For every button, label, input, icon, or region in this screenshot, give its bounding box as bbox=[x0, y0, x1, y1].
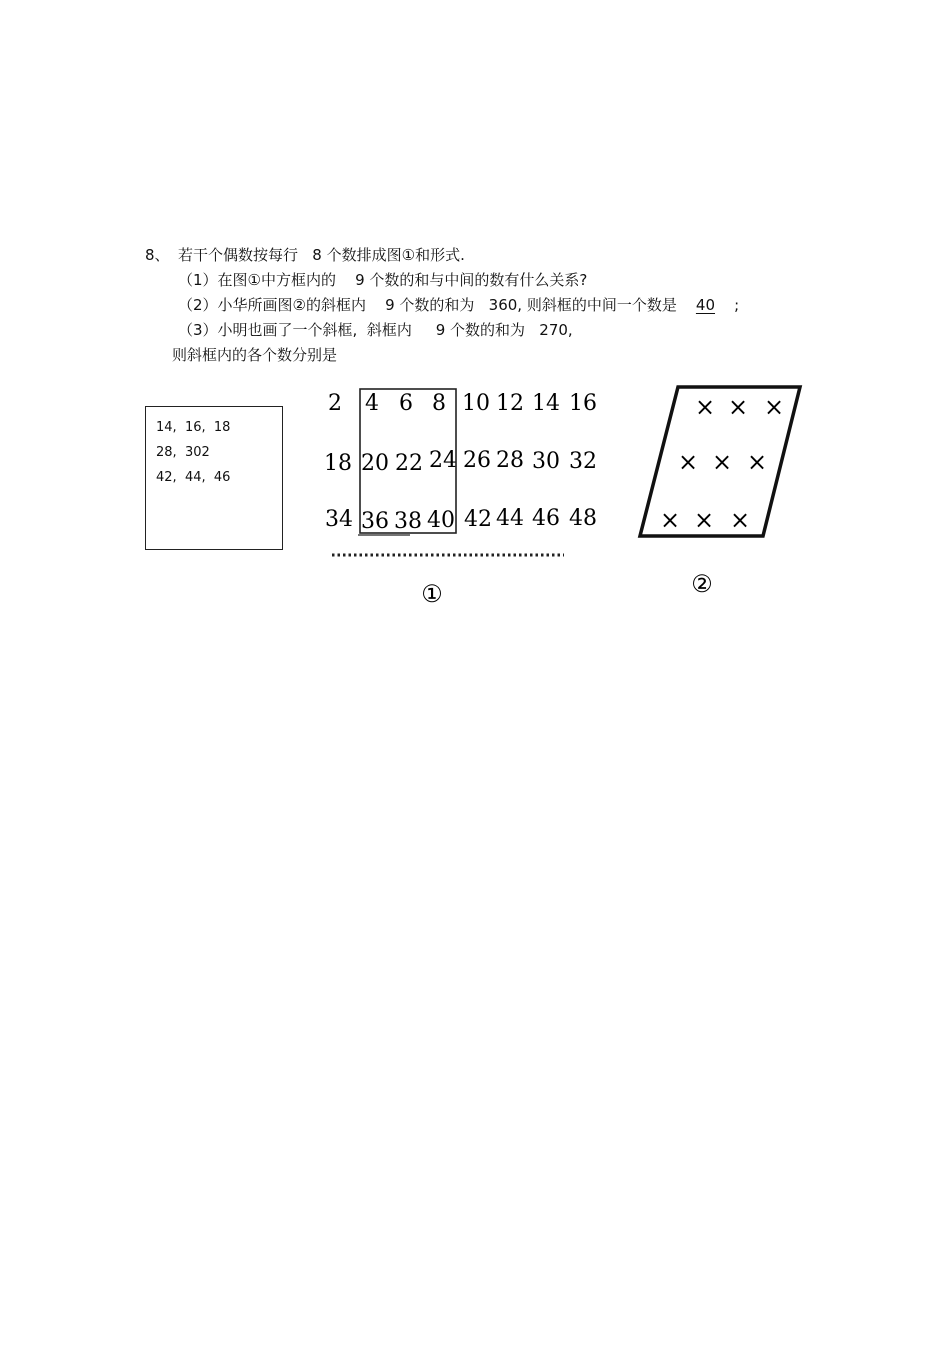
answer-box bbox=[145, 406, 283, 550]
problem-intro: 若干个偶数按每行 8 个数排成图①和形式. bbox=[178, 246, 465, 264]
figure1-number: 18 bbox=[324, 451, 352, 476]
figure1-number: 10 bbox=[462, 391, 490, 416]
figure2-mark: × bbox=[729, 506, 751, 534]
question-3: （3）小明也画了一个斜框, 斜框内 9 个数的和为 270, bbox=[178, 321, 573, 339]
figure1-number: 40 bbox=[427, 508, 455, 533]
question-2-end: ; bbox=[715, 296, 740, 314]
problem-number: 8、 bbox=[145, 246, 170, 264]
figure1-number: 44 bbox=[496, 506, 524, 531]
figure1-number: 38 bbox=[394, 509, 422, 534]
figure2-mark: × bbox=[711, 448, 733, 476]
figure1-label: ① bbox=[421, 580, 443, 608]
figure1-number: 4 bbox=[365, 391, 379, 416]
figure1-number: 6 bbox=[399, 391, 413, 416]
figure1-number: 20 bbox=[361, 451, 389, 476]
figure2-mark: × bbox=[746, 448, 768, 476]
figure1-number: 36 bbox=[361, 509, 389, 534]
figure1-number: 30 bbox=[532, 449, 560, 474]
figure1-number: 12 bbox=[496, 391, 524, 416]
question-1: （1）在图①中方框内的 9 个数的和与中间的数有什么关系? bbox=[178, 271, 588, 289]
figure1-number: 16 bbox=[569, 391, 597, 416]
figure2-mark: × bbox=[693, 506, 715, 534]
figure1-number: 34 bbox=[325, 507, 353, 532]
question-2-answer: 40 bbox=[695, 296, 716, 314]
answer-row-3: 42, 44, 46 bbox=[156, 470, 231, 485]
figure-2 bbox=[630, 375, 810, 605]
figure2-mark: × bbox=[763, 393, 785, 421]
figure1-number: 28 bbox=[496, 448, 524, 473]
figure1-number: 48 bbox=[569, 506, 597, 531]
figure1-number: 2 bbox=[328, 391, 342, 416]
figure2-label: ② bbox=[691, 570, 713, 598]
question-2-text: （2）小华所画图②的斜框内 9 个数的和为 360, 则斜框的中间一个数是 bbox=[178, 296, 696, 314]
question-3-continued: 则斜框内的各个数分别是 bbox=[172, 346, 338, 364]
answer-row-1: 14, 16, 18 bbox=[156, 420, 231, 435]
figure1-number: 24 bbox=[429, 448, 457, 473]
answer-row-2: 28, 302 bbox=[156, 445, 210, 460]
figure2-mark: × bbox=[677, 448, 699, 476]
figure1-number: 46 bbox=[532, 506, 560, 531]
figure1-number: 8 bbox=[432, 391, 446, 416]
figure1-number: 42 bbox=[464, 507, 492, 532]
figure1-number: 26 bbox=[463, 448, 491, 473]
figure2-mark: × bbox=[659, 506, 681, 534]
question-2 bbox=[178, 295, 739, 315]
figure1-number: 14 bbox=[532, 391, 560, 416]
figure2-mark: × bbox=[694, 393, 716, 421]
figure1-number: 22 bbox=[395, 451, 423, 476]
figure-1 bbox=[320, 380, 610, 610]
figure1-number: 32 bbox=[569, 449, 597, 474]
figure2-mark: × bbox=[727, 393, 749, 421]
